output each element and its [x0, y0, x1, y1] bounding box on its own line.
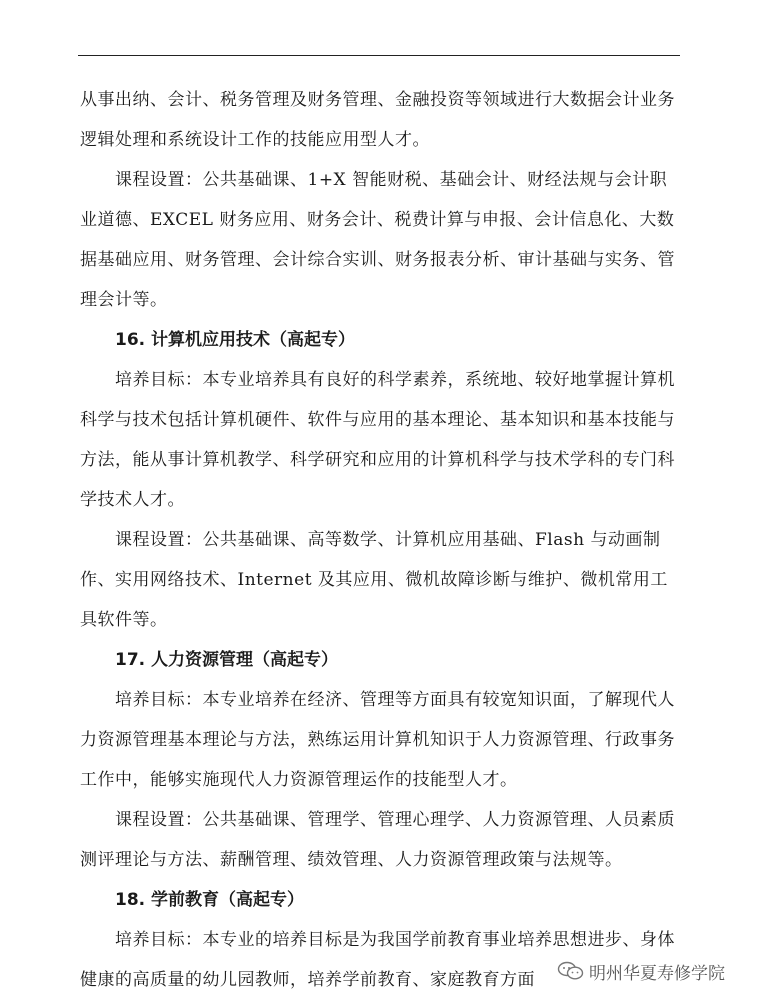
header-rule: [78, 55, 680, 56]
wechat-icon: [557, 961, 585, 981]
paragraph-hr-courses: 课程设置：公共基础课、管理学、管理心理学、人力资源管理、人员素质测评理论与方法、薪酬管理、绩效管理、人力资源管理政策与法规等。: [80, 810, 675, 870]
section-heading-16: 16. 计算机应用技术（高起专）: [115, 330, 356, 350]
wechat-watermark: [557, 958, 725, 984]
section-heading-18: 18. 学前教育（高起专）: [115, 890, 305, 910]
paragraph-cs-courses: 课程设置：公共基础课、高等数学、计算机应用基础、Flash 与动画制作、实用网络技术、Internet 及其应用、微机故障诊断与维护、微机常用工具软件等。: [80, 530, 668, 630]
section-heading-17: 17. 人力资源管理（高起专）: [115, 650, 339, 670]
document-body: [80, 80, 680, 1000]
paragraph-cs-goal: 培养目标：本专业培养具有良好的科学素养，系统地、较好地掌握计算机科学与技术包括计算机硬件、软件与应用的基本理论、基本知识和基本技能与方法，能从事计算机教学、科学研究和应用的计算机科学与技术学科的专门科学技术人才。: [80, 370, 675, 510]
watermark-text: 明州华夏寿修学院: [589, 963, 725, 984]
paragraph-accounting-goal-tail: 从事出纳、会计、税务管理及财务管理、金融投资等领域进行大数据会计业务逻辑处理和系统设计工作的技能应用型人才。: [80, 90, 675, 150]
paragraph-hr-goal: 培养目标：本专业培养在经济、管理等方面具有较宽知识面，了解现代人力资源管理基本理论与方法，熟练运用计算机知识于人力资源管理、行政事务工作中，能够实施现代人力资源管理运作的技能型人才。: [80, 690, 675, 790]
paragraph-preschool-goal: 培养目标：本专业的培养目标是为我国学前教育事业培养思想进步、身体健康的高质量的幼儿园教师，培养学前教育、家庭教育方面: [80, 930, 675, 990]
paragraph-accounting-courses: 课程设置：公共基础课、1+X 智能财税、基础会计、财经法规与会计职业道德、EXCEL 财务应用、财务会计、税费计算与申报、会计信息化、大数据基础应用、财务管理、会计综合实训、财务报表分析、审计基础与实务、管理会计等。: [80, 170, 675, 310]
